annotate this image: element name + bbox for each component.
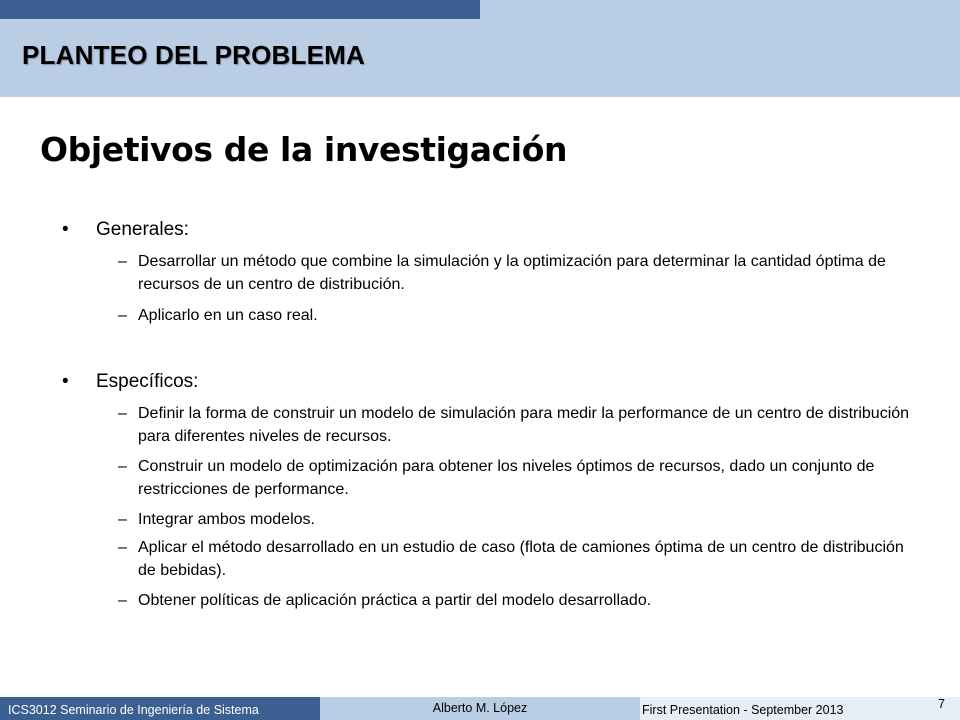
bullet-especificos [62, 371, 198, 393]
footer-presentation: First Presentation - September 2013 [640, 697, 960, 720]
footer [0, 697, 960, 720]
dash-marker: – [118, 253, 127, 270]
list-item-text: Desarrollar un método que combine la simulación y la optimización para determinar la cantidad óptima de recursos de un centro de distribución. [138, 253, 886, 293]
dash-marker: – [118, 511, 127, 528]
footer-author: Alberto M. López [320, 697, 640, 720]
bullet-label: Generales: [96, 219, 189, 240]
bullet-generales [62, 219, 189, 241]
dash-marker: – [118, 405, 127, 422]
page-number: 7 [938, 697, 945, 711]
list-item-text: Obtener políticas de aplicación práctica a partir del modelo desarrollado. [138, 592, 652, 609]
list-item [118, 250, 918, 296]
bullet-marker: • [62, 371, 69, 392]
dash-marker: – [118, 539, 127, 556]
list-item [118, 304, 918, 327]
dash-marker: – [118, 458, 127, 475]
slide-title: Objetivos de la investigación [40, 130, 568, 169]
bullet-label: Específicos: [96, 371, 199, 392]
dash-marker: – [118, 592, 127, 609]
list-item-text: Definir la forma de construir un modelo de simulación para medir la performance de un centro de distribución para diferentes niveles de recursos. [138, 405, 910, 445]
list-item [118, 455, 918, 501]
list-item-text: Aplicarlo en un caso real. [138, 307, 318, 324]
list-item-text: Construir un modelo de optimización para obtener los niveles óptimos de recursos, dado un conjunto de restricciones de performance. [138, 458, 875, 498]
section-title: PLANTEO DEL PROBLEMA [22, 40, 365, 70]
header-accent-bar [0, 0, 480, 19]
list-item-text: Integrar ambos modelos. [138, 511, 315, 528]
list-item [118, 536, 918, 582]
list-item [118, 589, 918, 612]
list-item-text: Aplicar el método desarrollado en un estudio de caso (flota de camiones óptima de un centro de distribución de bebidas). [138, 539, 904, 579]
list-item [118, 402, 918, 448]
bullet-marker: • [62, 219, 69, 240]
dash-marker: – [118, 307, 127, 324]
footer-course: ICS3012 Seminario de Ingeniería de Sistema [0, 697, 320, 720]
list-item [118, 508, 918, 531]
